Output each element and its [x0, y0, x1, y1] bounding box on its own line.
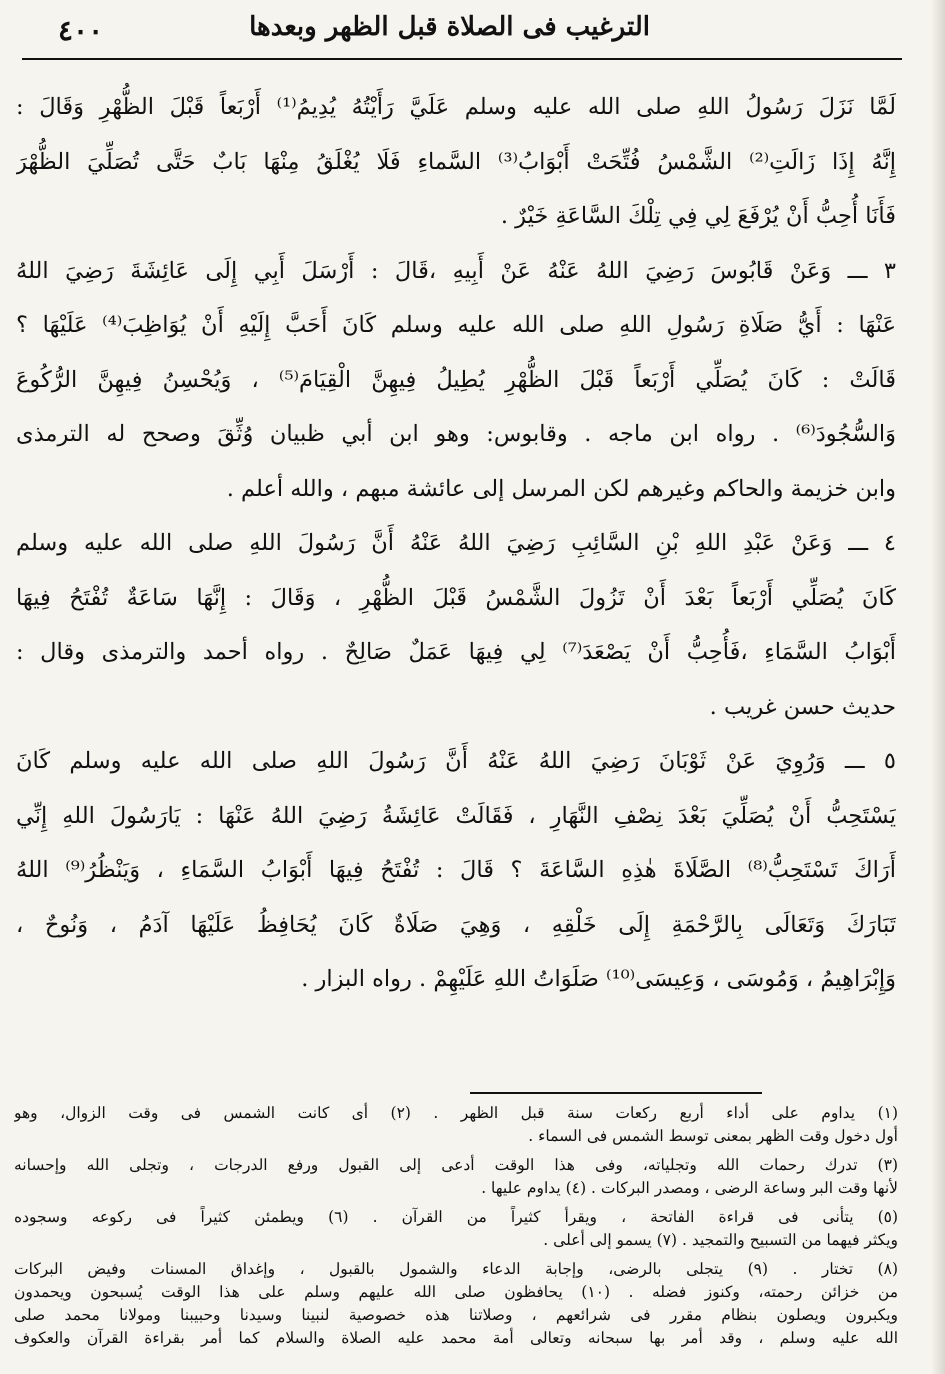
footnote-line: لأنها وقت البر وساعة الرضى ، ومصدر البركات . (٤) يداوم عليها . [481, 1179, 898, 1197]
footnotes [14, 1102, 898, 1350]
footnote-line: (٨) تختار . (٩) يتجلى بالرضى، وإجابة الدعاء والشمول بالقبول ، وإغداق المسنات وفيض البركات [14, 1260, 898, 1278]
hadith-4-start: ٤ ـــ وَعَنْ عَبْدِ اللهِ بْنِ السَّائِبِ رَضِيَ اللهُ عَنْهُ أَنَّ رَسُولَ اللهِ صلى الله عليه وسلم [16, 530, 896, 556]
footnote-line: (١) يداوم على أداء أربع ركعات سنة قبل الظهر . (٢) أى كانت الشمس فى وقت الزوال، وهو [14, 1104, 898, 1122]
footnote-line: ويكثر فيهما من التسبيح والتمجيد . (٧) يسمو إلى أعلى . [543, 1231, 898, 1249]
text-line: قَالَتْ : كَانَ يُصَلِّي أَرْبَعاً قَبْلَ الظُّهْرِ يُطِيلُ فِيهِنَّ الْقِيَامَ⁽⁵⁾ ، وَيُحْسِنُ فِيهِنَّ الرُّكُوعَ [16, 366, 896, 393]
text-line: كَانَ يُصَلِّي أَرْبَعاً بَعْدَ أَنْ تَزُولَ الشَّمْسُ قَبْلَ الظُّهْرِ ، وَقَالَ : إِنَّهَا سَاعَةٌ تُفْتَحُ فِيهَا [16, 584, 896, 611]
footnote-line: الله عليه وسلم ، وقد أمر بها سبحانه وتعالى أمة محمد عليه الصلاة والسلام كما أمر بقراءة القرآن والعكوف [14, 1329, 898, 1347]
main-text [16, 80, 896, 1007]
text-line: أَبْوَابُ السَّمَاءِ ،فَأُحِبُّ أَنْ يَصْعَدَ⁽⁷⁾ لِي فِيهَا عَمَلٌ صَالِحٌ . رواه أحمد والترمذى وقال : [16, 639, 896, 665]
text-line: أَرَاكَ تَسْتَحِبُّ⁽⁸⁾ الصَّلَاةَ هٰذِهِ السَّاعَةَ ؟ قَالَ : تُفْتَحُ فِيهَا أَبْوَابُ السَّمَاءِ ، وَيَنْظُرُ⁽⁹⁾ اللهُ [16, 857, 896, 883]
text-line: إِنَّهُ إِذَا زَالَتِ⁽²⁾ الشَّمْسُ فُتِّحَتْ أَبْوَابُ⁽³⁾ السَّماءِ فَلَا يُغْلَقُ مِنْهَا بَابٌ حَتَّى تُصَلِّيَ الظُّهْرَ [16, 148, 896, 175]
text-line: حديث حسن غريب . [709, 693, 896, 720]
text-line: لَمَّا نَزَلَ رَسُولُ اللهِ صلى الله عليه وسلم عَلَيَّ رَأَيْتُهُ يُدِيمُ⁽¹⁾ أَرْبَعاً قَبْلَ الظُّهْرِ وَقَالَ : [16, 94, 896, 120]
hadith-3-start: ٣ ـــ وَعَنْ قَابُوسَ رَضِيَ اللهُ عَنْهُ عَنْ أَبِيهِ ،قَالَ : أَرْسَلَ أَبِي إِلَى عَائِشَةَ رَضِيَ اللهُ [16, 257, 896, 284]
text-line: وابن خزيمة والحاكم وغيرهم لكن المرسل إلى عائشة مبهم ، والله أعلم . [226, 475, 896, 502]
footnote-line: ويكبرون ويصلون بنظام مقرر فى شرائعهم ، وصلاتنا هذه خصوصية لنبينا وسيدنا وحبيبنا ومولانا محمد صلى [14, 1306, 898, 1324]
text-line: وَالسُّجُودَ⁽⁶⁾ . رواه ابن ماجه . وقابوس: وهو ابن أبي ظبيان وُثِّقَ وصحح له الترمذى [16, 421, 896, 447]
page-header [22, 8, 902, 60]
hadith-5-start: ٥ ـــ وَرُوِيَ عَنْ ثَوْبَانَ رَضِيَ اللهُ عَنْهُ أَنَّ رَسُولَ اللهِ صلى الله عليه وسلم كَانَ [16, 748, 896, 774]
footnote-line: أول دخول وقت الظهر بمعنى توسط الشمس فى السماء . [528, 1127, 898, 1145]
text-line: فَأَنَا أُحِبُّ أَنْ يُرْفَعَ لِي فِي تِلْكَ السَّاعَةِ خَيْرٌ . [500, 203, 896, 229]
running-title: الترغيب فى الصلاة قبل الظهر وبعدها [249, 12, 650, 42]
text-line: وَإِبْرَاهِيمُ ، وَمُوسَى ، وَعِيسَى⁽¹⁰⁾ صَلَوَاتُ اللهِ عَلَيْهِمْ . رواه البزار . [301, 966, 896, 992]
text-line: يَسْتَحِبُّ أَنْ يُصَلِّيَ بَعْدَ نِصْفِ النَّهَارِ ، فَقَالَتْ عَائِشَةُ رَضِيَ اللهُ عَنْهَا : يَارَسُولَ اللهِ إِنِّي [16, 802, 896, 829]
text-line: عَنْهَا : أَيُّ صَلَاةِ رَسُولِ اللهِ صلى الله عليه وسلم كَانَ أَحَبَّ إِلَيْهِ أَنْ يُوَاظِبَ⁽⁴⁾ عَلَيْهَا ؟ [16, 312, 896, 338]
footnote-line: (٣) تدرك رحمات الله وتجلياته، وفى هذا الوقت أدعى إلى القبول ورفع الدرجات ، وتجلى الله وإحسانه [14, 1156, 898, 1174]
text-line: تَبَارَكَ وَتَعَالَى بِالرَّحْمَةِ إِلَى خَلْقِهِ ، وَهِيَ صَلَاةٌ كَانَ يُحَافِظُ عَلَيْهَا آدَمُ ، وَنُوحٌ ، [16, 911, 896, 938]
footnote-divider [470, 1092, 762, 1094]
page-binding-edge [931, 0, 945, 1374]
page-number: ٤٠٠ [58, 14, 104, 47]
footnote-line: (٥) يتأنى فى قراءة الفاتحة ، ويقرأ كثيراً من القرآن . (٦) ويطمئن كثيراً فى ركوعه وسجوده [14, 1208, 898, 1226]
footnote-line: من خزائن رحمته، وكنوز فضله . (١٠) يحافظون صلى الله عليهم وسلم على هذا الوقت يُسبحون ويحمدون [14, 1283, 898, 1301]
